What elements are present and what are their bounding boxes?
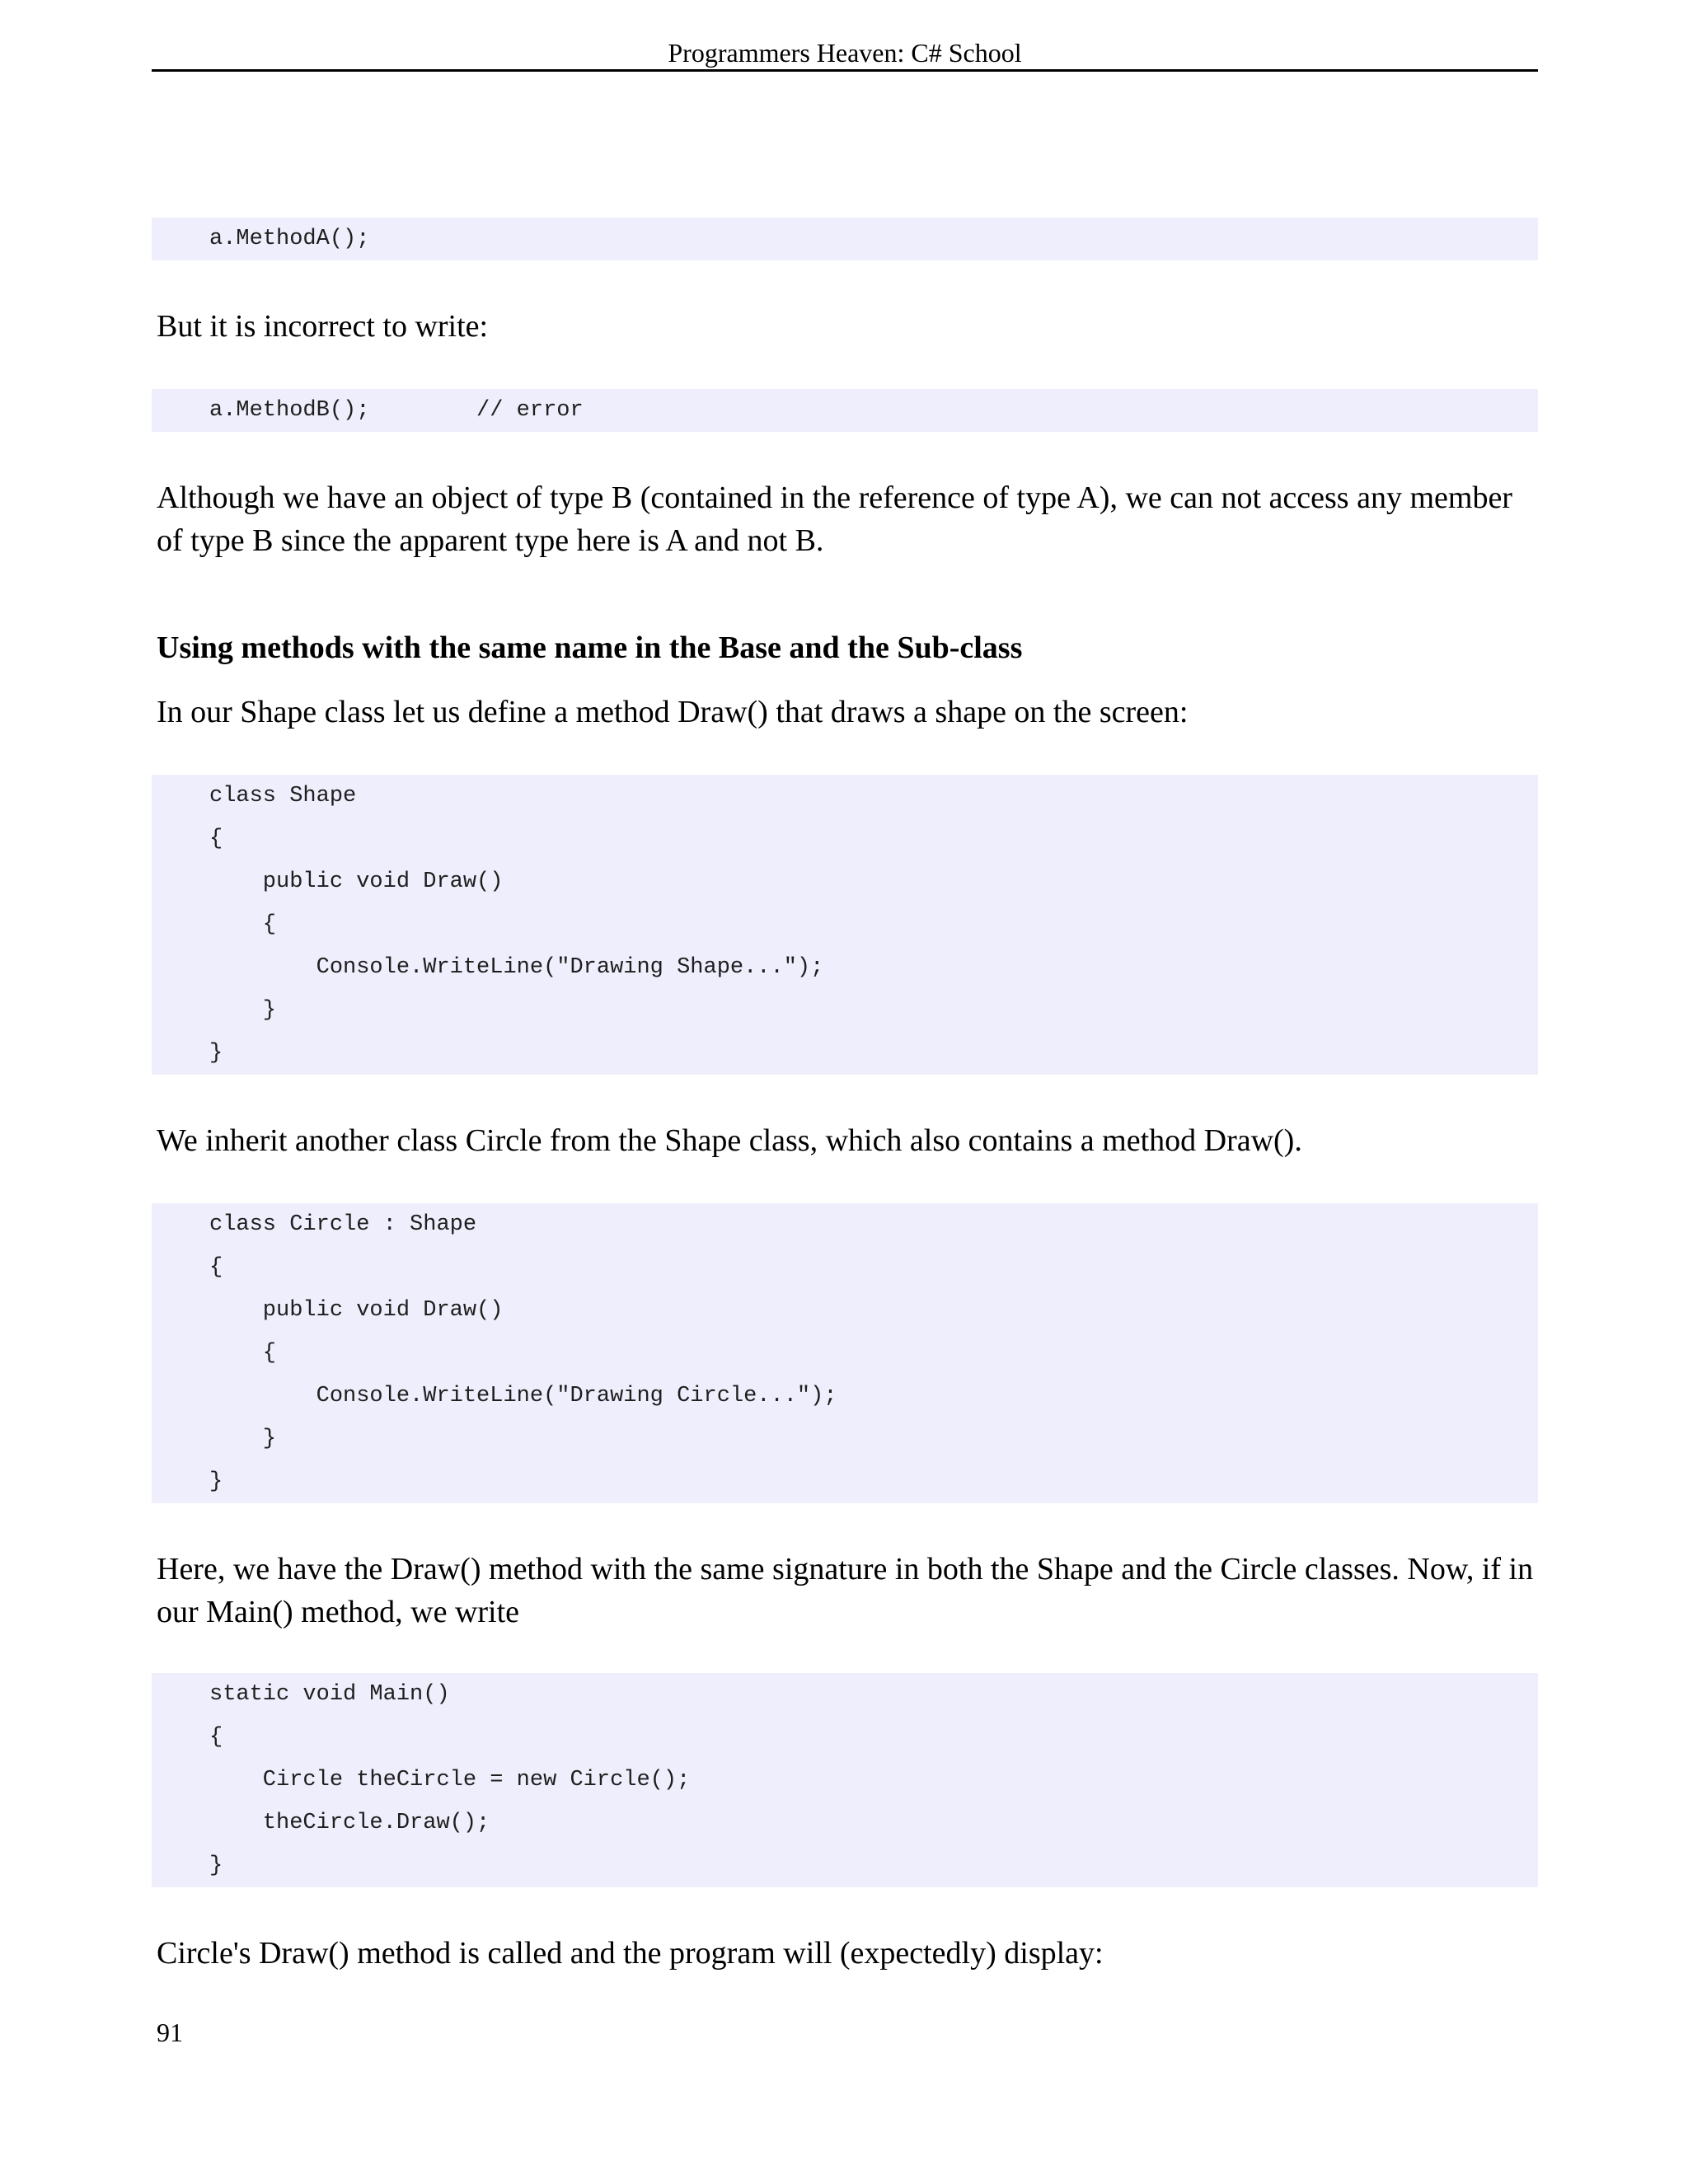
code-line: class Circle : Shape (209, 1212, 477, 1237)
running-header: Programmers Heaven: C# School (668, 38, 1022, 68)
paragraph-2: Although we have an object of type B (contained in the reference of type A), we can not access any member of type B since the apparent type here is A and not B. (157, 480, 1512, 558)
code-line: public void Draw() (209, 1298, 504, 1323)
paragraph-5: Here, we have the Draw() method with the same signature in both the Shape and the Circle classes. Now, if in our Main() method, we write (157, 1552, 1534, 1629)
code-block-2 (152, 389, 1538, 432)
code-line: a.MethodB(); // error (209, 398, 584, 423)
code-line: Console.WriteLine("Drawing Shape..."); (209, 955, 824, 980)
section-heading: Using methods with the same name in the Base and the Sub-class (157, 630, 1023, 665)
paragraph-6: Circle's Draw() method is called and the program will (expectedly) display: (157, 1936, 1104, 1971)
code-line: { (209, 827, 223, 851)
code-line: { (209, 912, 277, 937)
code-line: a.MethodA(); (209, 227, 370, 251)
code-block-5 (152, 1673, 1538, 1887)
code-line: Console.WriteLine("Drawing Circle..."); (209, 1384, 837, 1408)
code-line: } (209, 1469, 223, 1494)
paragraph-4: We inherit another class Circle from the Shape class, which also contains a method Draw(). (157, 1123, 1302, 1158)
code-line: Circle theCircle = new Circle(); (209, 1768, 691, 1793)
code-line: { (209, 1725, 223, 1750)
paragraph-3: In our Shape class let us define a method Draw() that draws a shape on the screen: (157, 695, 1189, 729)
code-block-1 (152, 218, 1538, 260)
code-line: { (209, 1255, 223, 1280)
code-line: } (209, 1427, 277, 1451)
code-line: theCircle.Draw(); (209, 1811, 490, 1835)
code-line: class Shape (209, 784, 357, 808)
page-number: 91 (157, 2018, 183, 2047)
code-line: { (209, 1341, 277, 1366)
code-line: } (209, 998, 277, 1023)
paragraph-1: But it is incorrect to write: (157, 309, 489, 344)
code-line: static void Main() (209, 1682, 450, 1707)
code-line: } (209, 1041, 223, 1066)
code-block-3 (152, 775, 1538, 1075)
code-line: } (209, 1854, 223, 1878)
header-rule (152, 69, 1538, 72)
code-block-4 (152, 1203, 1538, 1503)
code-line: public void Draw() (209, 869, 504, 894)
